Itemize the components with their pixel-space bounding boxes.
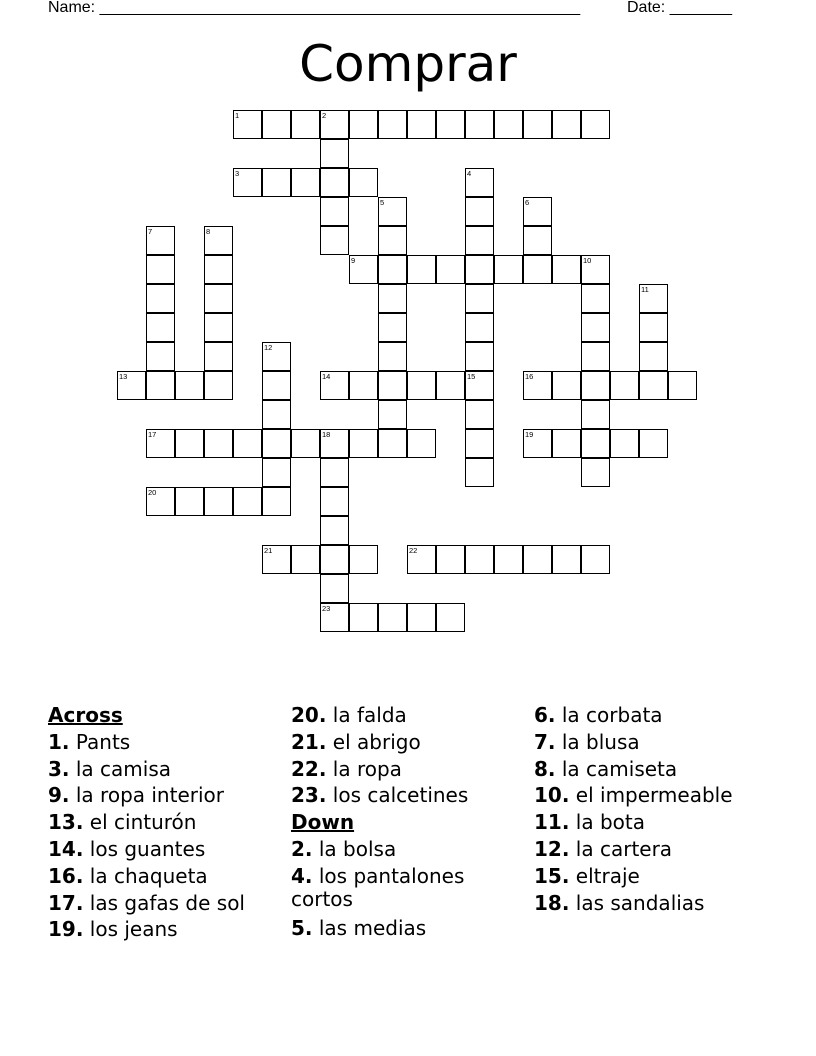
- grid-cell[interactable]: [320, 371, 349, 400]
- grid-cell[interactable]: [465, 255, 494, 284]
- clue-item: [48, 890, 288, 917]
- clue-number: 4: [467, 169, 472, 178]
- grid-cell[interactable]: [320, 168, 349, 197]
- grid-cell[interactable]: [407, 371, 436, 400]
- clue-column-3: [534, 702, 774, 916]
- grid-cell[interactable]: [233, 168, 262, 197]
- puzzle-title: Comprar: [299, 35, 517, 93]
- grid-cell[interactable]: [320, 545, 349, 574]
- grid-cell[interactable]: [291, 545, 320, 574]
- grid-cell[interactable]: [610, 371, 639, 400]
- clue-item-number: 17.: [48, 890, 84, 915]
- grid-cell[interactable]: [465, 284, 494, 313]
- clue-item-text: Pants: [69, 729, 131, 754]
- grid-cell[interactable]: [436, 371, 465, 400]
- grid-cell[interactable]: [378, 429, 407, 458]
- grid-cell[interactable]: [639, 313, 668, 342]
- clue-item-number: 8.: [534, 756, 556, 781]
- grid-cell[interactable]: [175, 487, 204, 516]
- clue-item-number: 15.: [534, 863, 570, 888]
- clue-item-text: la camiseta: [555, 756, 678, 781]
- grid-cell[interactable]: [465, 197, 494, 226]
- clue-item-text: la chaqueta: [83, 863, 208, 888]
- clue-item-text: las gafas de sol: [83, 890, 245, 915]
- clue-item-number: 22.: [291, 756, 327, 781]
- grid-cell[interactable]: [146, 429, 175, 458]
- grid-cell[interactable]: [378, 255, 407, 284]
- grid-cell[interactable]: [465, 371, 494, 400]
- clue-item: [291, 729, 531, 756]
- grid-cell[interactable]: [436, 545, 465, 574]
- grid-cell[interactable]: [320, 487, 349, 516]
- clue-item-text: las medias: [312, 915, 427, 940]
- grid-cell[interactable]: [465, 168, 494, 197]
- grid-cell[interactable]: [378, 313, 407, 342]
- grid-cell[interactable]: [146, 255, 175, 284]
- grid-cell[interactable]: [117, 371, 146, 400]
- grid-cell[interactable]: [262, 545, 291, 574]
- grid-cell[interactable]: [581, 545, 610, 574]
- grid-cell[interactable]: [349, 255, 378, 284]
- clue-item: [48, 863, 288, 890]
- grid-cell[interactable]: [436, 110, 465, 139]
- clue-item-text: las sandalias: [569, 890, 705, 915]
- grid-cell[interactable]: [204, 342, 233, 371]
- clue-number: 14: [322, 372, 331, 381]
- grid-cell[interactable]: [552, 371, 581, 400]
- clue-item: [534, 863, 774, 890]
- clue-item: [291, 865, 481, 911]
- grid-cell[interactable]: [204, 371, 233, 400]
- grid-cell[interactable]: [494, 545, 523, 574]
- clue-item-number: 10.: [534, 783, 570, 808]
- grid-cell[interactable]: [494, 110, 523, 139]
- grid-cell[interactable]: [262, 342, 291, 371]
- clue-item: [48, 729, 288, 756]
- grid-cell[interactable]: [320, 110, 349, 139]
- grid-cell[interactable]: [465, 226, 494, 255]
- date-field[interactable]: Date: _______: [627, 0, 732, 16]
- grid-cell[interactable]: [465, 400, 494, 429]
- grid-cell[interactable]: [407, 255, 436, 284]
- grid-cell[interactable]: [262, 168, 291, 197]
- clue-number: 6: [525, 198, 530, 207]
- clue-item: [291, 782, 531, 809]
- grid-cell[interactable]: [552, 255, 581, 284]
- grid-cell[interactable]: [465, 545, 494, 574]
- clue-item: [291, 756, 531, 783]
- clue-item-number: 23.: [291, 783, 327, 808]
- clue-item: [534, 836, 774, 863]
- grid-cell[interactable]: [639, 371, 668, 400]
- clue-column-1: [48, 702, 288, 943]
- down-heading: Down: [291, 810, 355, 835]
- grid-cell[interactable]: [639, 342, 668, 371]
- clue-item-text: la ropa: [326, 756, 402, 781]
- grid-cell[interactable]: [523, 255, 552, 284]
- clue-item: [534, 756, 774, 783]
- grid-cell[interactable]: [407, 110, 436, 139]
- grid-cell[interactable]: [494, 255, 523, 284]
- grid-cell[interactable]: [581, 313, 610, 342]
- grid-cell[interactable]: [320, 197, 349, 226]
- grid-cell[interactable]: [610, 429, 639, 458]
- grid-cell[interactable]: [204, 487, 233, 516]
- grid-cell[interactable]: [349, 168, 378, 197]
- grid-cell[interactable]: [146, 371, 175, 400]
- grid-cell[interactable]: [262, 487, 291, 516]
- grid-cell[interactable]: [552, 545, 581, 574]
- clue-item-number: 9.: [48, 783, 70, 808]
- grid-cell[interactable]: [320, 226, 349, 255]
- grid-cell[interactable]: [378, 400, 407, 429]
- clue-item-number: 20.: [291, 703, 327, 727]
- grid-cell[interactable]: [581, 371, 610, 400]
- grid-cell[interactable]: [146, 342, 175, 371]
- grid-cell[interactable]: [291, 110, 320, 139]
- clue-number: 23: [322, 604, 331, 613]
- grid-cell[interactable]: [465, 313, 494, 342]
- grid-cell[interactable]: [291, 168, 320, 197]
- grid-cell[interactable]: [378, 197, 407, 226]
- clue-number: 1: [235, 111, 240, 120]
- clue-item-text: la camisa: [69, 756, 172, 781]
- grid-cell[interactable]: [523, 545, 552, 574]
- grid-cell[interactable]: [175, 429, 204, 458]
- grid-cell[interactable]: [349, 371, 378, 400]
- clue-item-number: 12.: [534, 836, 570, 861]
- clue-item: [291, 915, 531, 942]
- clue-item-text: el impermeable: [569, 783, 733, 808]
- clue-number: 22: [409, 546, 418, 555]
- grid-cell[interactable]: [204, 226, 233, 255]
- clue-number: 16: [525, 372, 534, 381]
- grid-cell[interactable]: [262, 400, 291, 429]
- clue-item: [291, 836, 531, 863]
- grid-cell[interactable]: [378, 342, 407, 371]
- grid-cell[interactable]: [581, 255, 610, 284]
- clue-item-number: 19.: [48, 917, 84, 942]
- grid-cell[interactable]: [581, 400, 610, 429]
- clue-number: 20: [148, 488, 157, 497]
- clue-number: 5: [380, 198, 385, 207]
- grid-cell[interactable]: [233, 487, 262, 516]
- grid-cell[interactable]: [204, 313, 233, 342]
- clue-item: [534, 782, 774, 809]
- grid-cell[interactable]: [552, 110, 581, 139]
- clue-number: 19: [525, 430, 534, 439]
- grid-cell[interactable]: [320, 603, 349, 632]
- grid-cell[interactable]: [407, 545, 436, 574]
- clue-number: 9: [351, 256, 356, 265]
- grid-cell[interactable]: [581, 284, 610, 313]
- clue-item: [291, 702, 531, 729]
- grid-cell[interactable]: [407, 603, 436, 632]
- clue-item-number: 3.: [48, 756, 70, 781]
- grid-cell[interactable]: [204, 255, 233, 284]
- grid-cell[interactable]: [581, 110, 610, 139]
- grid-cell[interactable]: [523, 197, 552, 226]
- grid-cell[interactable]: [523, 371, 552, 400]
- clue-item-number: 16.: [48, 863, 84, 888]
- across-heading: Across: [48, 703, 123, 727]
- clue-number: 7: [148, 227, 153, 236]
- grid-cell[interactable]: [523, 110, 552, 139]
- clue-item-number: 11.: [534, 810, 570, 835]
- clue-item-text: los jeans: [83, 917, 178, 942]
- clue-item: [48, 782, 288, 809]
- clue-number: 18: [322, 430, 331, 439]
- clue-item-number: 13.: [48, 810, 84, 835]
- grid-cell[interactable]: [349, 603, 378, 632]
- grid-cell[interactable]: [262, 458, 291, 487]
- grid-cell[interactable]: [204, 284, 233, 313]
- grid-cell[interactable]: [320, 458, 349, 487]
- grid-cell[interactable]: [233, 429, 262, 458]
- grid-cell[interactable]: [146, 284, 175, 313]
- grid-cell[interactable]: [320, 429, 349, 458]
- grid-cell[interactable]: [465, 458, 494, 487]
- clue-item-number: 6.: [534, 703, 556, 727]
- clue-item-number: 21.: [291, 729, 327, 754]
- clue-column-2: [291, 702, 531, 942]
- clue-item: [48, 756, 288, 783]
- grid-cell[interactable]: [262, 110, 291, 139]
- clue-number: 21: [264, 546, 273, 555]
- grid-cell[interactable]: [465, 110, 494, 139]
- clue-item-number: 1.: [48, 729, 70, 754]
- grid-cell[interactable]: [233, 110, 262, 139]
- grid-cell[interactable]: [639, 284, 668, 313]
- grid-cell[interactable]: [552, 429, 581, 458]
- grid-cell[interactable]: [378, 603, 407, 632]
- grid-cell[interactable]: [291, 429, 320, 458]
- grid-cell[interactable]: [581, 429, 610, 458]
- clue-number: 17: [148, 430, 157, 439]
- clue-number: 12: [264, 343, 273, 352]
- clue-item-text: la falda: [326, 703, 407, 727]
- grid-cell[interactable]: [465, 342, 494, 371]
- grid-cell[interactable]: [407, 429, 436, 458]
- grid-cell[interactable]: [349, 429, 378, 458]
- grid-cell[interactable]: [349, 545, 378, 574]
- clue-number: 11: [641, 285, 649, 294]
- clue-item-text: el cinturón: [83, 810, 197, 835]
- clue-item: [534, 702, 774, 729]
- grid-cell[interactable]: [262, 371, 291, 400]
- clue-item-text: los calcetines: [326, 783, 469, 808]
- grid-cell[interactable]: [378, 226, 407, 255]
- name-field[interactable]: Name: ______________________________________________________: [48, 0, 581, 16]
- clue-item-text: la bota: [569, 810, 645, 835]
- grid-cell[interactable]: [204, 429, 233, 458]
- grid-cell[interactable]: [146, 487, 175, 516]
- clue-number: 15: [467, 372, 476, 381]
- grid-cell[interactable]: [581, 342, 610, 371]
- grid-cell[interactable]: [320, 139, 349, 168]
- grid-cell[interactable]: [581, 458, 610, 487]
- clue-number: 8: [206, 227, 211, 236]
- grid-cell[interactable]: [320, 574, 349, 603]
- grid-cell[interactable]: [349, 110, 378, 139]
- clue-item-number: 2.: [291, 836, 313, 861]
- clue-number: 3: [235, 169, 240, 178]
- clue-item-text: el abrigo: [326, 729, 421, 754]
- clue-item-number: 14.: [48, 836, 84, 861]
- clue-item-number: 5.: [291, 915, 313, 940]
- grid-cell[interactable]: [146, 313, 175, 342]
- clue-item-text: la cartera: [569, 836, 673, 861]
- clue-item-number: 18.: [534, 890, 570, 915]
- grid-cell[interactable]: [262, 429, 291, 458]
- clue-item-text: los guantes: [83, 836, 206, 861]
- clue-item: [48, 916, 288, 943]
- grid-cell[interactable]: [378, 110, 407, 139]
- clue-item-text: la ropa interior: [69, 783, 224, 808]
- grid-cell[interactable]: [639, 429, 668, 458]
- clue-item-text: los pantalones cortos: [291, 863, 465, 911]
- grid-cell[interactable]: [175, 371, 204, 400]
- clue-number: 10: [583, 256, 592, 265]
- grid-cell[interactable]: [523, 226, 552, 255]
- grid-cell[interactable]: [378, 371, 407, 400]
- worksheet-header: [48, 0, 756, 19]
- clue-item: [48, 809, 288, 836]
- grid-cell[interactable]: [320, 516, 349, 545]
- grid-cell[interactable]: [668, 371, 697, 400]
- clue-item-text: eltraje: [569, 863, 640, 888]
- clue-item: [48, 836, 288, 863]
- clue-item-text: la blusa: [555, 729, 640, 754]
- grid-cell[interactable]: [465, 429, 494, 458]
- grid-cell[interactable]: [436, 603, 465, 632]
- clue-number: 2: [322, 111, 327, 120]
- clue-item-number: 4.: [291, 863, 313, 888]
- clue-item-text: la bolsa: [312, 836, 397, 861]
- clue-item: [534, 729, 774, 756]
- clue-number: 13: [119, 372, 128, 381]
- clue-item-number: 7.: [534, 729, 556, 754]
- clue-item: [534, 809, 774, 836]
- clue-item-text: la corbata: [555, 703, 663, 727]
- grid-cell[interactable]: [146, 226, 175, 255]
- grid-cell[interactable]: [378, 284, 407, 313]
- clue-item: [534, 890, 774, 917]
- grid-cell[interactable]: [523, 429, 552, 458]
- grid-cell[interactable]: [436, 255, 465, 284]
